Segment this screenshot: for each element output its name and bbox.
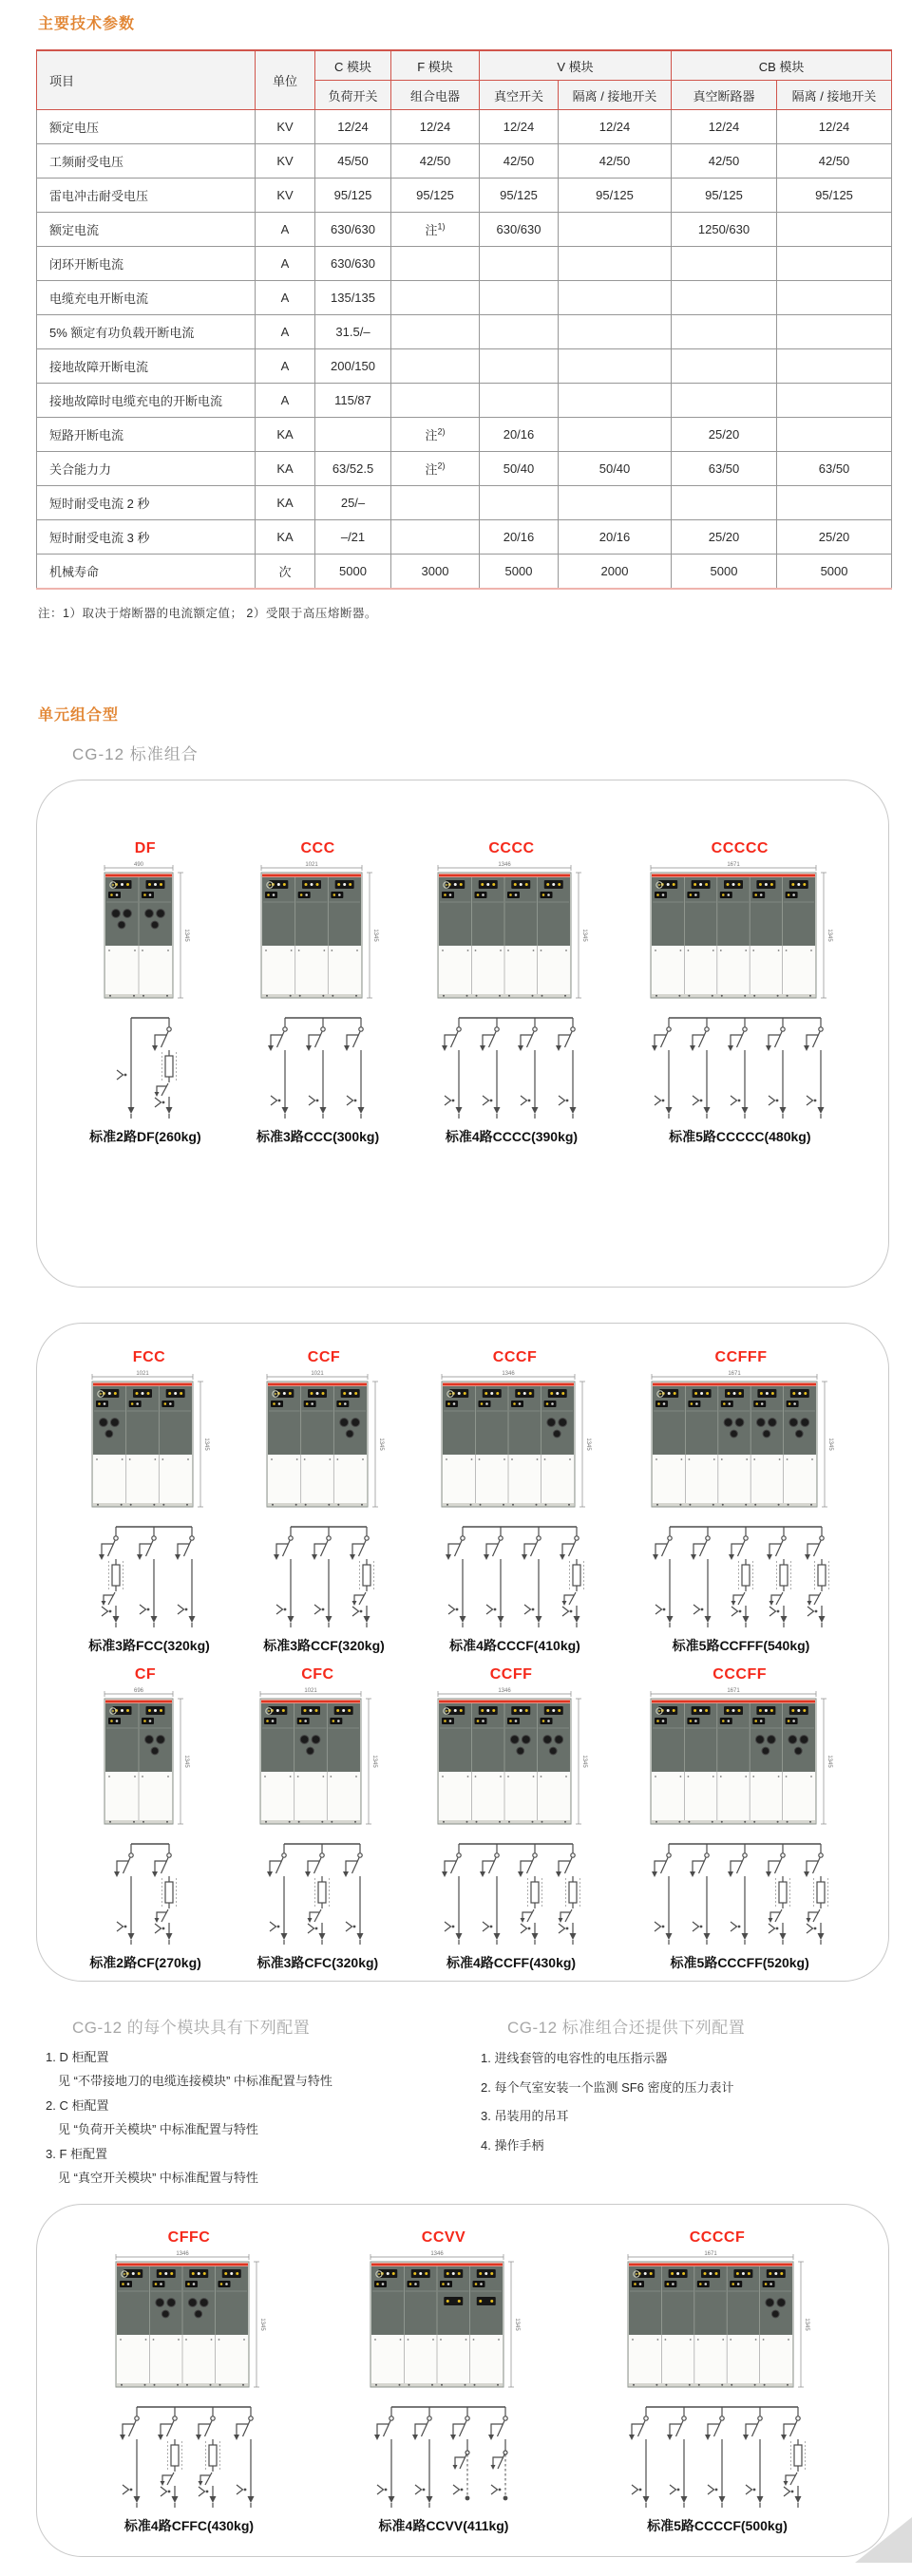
unit-code-label: CF (134, 1666, 157, 1683)
cell-item: 5% 额定有功负载开断电流 (37, 315, 256, 349)
svg-text:1345: 1345 (804, 2318, 809, 2331)
unit-card-CFFC (112, 2228, 266, 2534)
config-line: 见 “不带接地刀的电缆连接模块” 中标准配置与特性 (58, 2073, 332, 2088)
spec-table-head (37, 50, 892, 110)
unit-card-CCFF (434, 1665, 588, 1971)
cell-value (672, 281, 777, 315)
config-line: 见 “真空开关模块” 中标准配置与特性 (58, 2170, 258, 2185)
cabinet-image (647, 1686, 833, 1831)
cell-unit: KV (256, 144, 315, 179)
table-row (37, 384, 892, 418)
col-header-item: 项目 (37, 50, 256, 110)
cell-unit: A (256, 315, 315, 349)
cell-unit: KA (256, 418, 315, 452)
svg-text:1346: 1346 (502, 1371, 515, 1377)
cell-unit: A (256, 213, 315, 247)
cell-value (559, 213, 672, 247)
circuit-diagram (112, 2397, 266, 2513)
cell-value (559, 486, 672, 520)
unit-caption: 标准2路DF(260kg) (89, 1129, 201, 1144)
cell-value: 63/50 (777, 452, 892, 486)
table-row (37, 486, 892, 520)
spec-table-body (37, 110, 892, 590)
table-row (37, 247, 892, 281)
config-line: 2. C 柜配置 (46, 2098, 109, 2114)
svg-text:1671: 1671 (727, 862, 740, 868)
unit-caption: 标准5路CCCCC(480kg) (669, 1129, 811, 1144)
page-corner-decoration (855, 2517, 912, 2563)
config-col-left (46, 2014, 454, 2186)
unit-code-label: CCCFF (712, 1666, 768, 1683)
cell-value (391, 520, 480, 555)
table-row (37, 144, 892, 179)
combo-box-3 (36, 2204, 889, 2557)
cell-item: 短路开断电流 (37, 418, 256, 452)
unit-code-label: CFC (301, 1666, 334, 1683)
cell-value (315, 418, 391, 452)
cell-item: 工频耐受电压 (37, 144, 256, 179)
unit-row (37, 1348, 888, 1654)
unit-code-label: CCFF (489, 1666, 533, 1683)
config-line: 1. D 柜配置 (46, 2050, 109, 2064)
cell-value: 25/20 (672, 418, 777, 452)
unit-code-label: DF (134, 840, 157, 856)
col-sub-2-1: 隔离 / 接地开关 (559, 81, 672, 110)
unit-card-CCCC (434, 839, 588, 1145)
cabinet-image (434, 860, 588, 1005)
unit-code-label: CCCF (492, 1349, 538, 1365)
svg-text:490: 490 (133, 862, 143, 868)
cell-item: 电缆充电开断电流 (37, 281, 256, 315)
config-right-heading: CG-12 标准组合还提供下列配置 (507, 2019, 746, 2037)
cell-unit: KA (256, 486, 315, 520)
cabinet-image (647, 860, 833, 1005)
cell-item: 额定电流 (37, 213, 256, 247)
cabinet-image (101, 1686, 190, 1831)
cabinet-image (101, 860, 190, 1005)
svg-text:1671: 1671 (726, 1688, 740, 1694)
table-row (37, 520, 892, 555)
table-row (37, 315, 892, 349)
cell-value: 42/50 (391, 144, 480, 179)
cell-value: 63/52.5 (315, 452, 391, 486)
cell-value (391, 281, 480, 315)
cell-value (559, 349, 672, 384)
cell-value (559, 315, 672, 349)
unit-card-FCC (88, 1348, 210, 1654)
config-line: 3. F 柜配置 (46, 2147, 108, 2162)
config-right-lines (481, 2050, 842, 2153)
cell-value: 50/40 (480, 452, 559, 486)
config-col-right (481, 2014, 842, 2186)
circuit-diagram (438, 1517, 592, 1633)
cell-value (672, 486, 777, 520)
cell-value: 20/16 (480, 520, 559, 555)
unit-code-label: CCCCF (689, 2229, 746, 2247)
cell-unit: KV (256, 110, 315, 144)
unit-code-label: CCCC (488, 840, 535, 856)
svg-text:1345: 1345 (182, 929, 189, 942)
cell-value (777, 384, 892, 418)
cell-value: 12/24 (391, 110, 480, 144)
cell-value (559, 247, 672, 281)
circuit-diagram (621, 2397, 813, 2513)
cell-value: 95/125 (391, 179, 480, 213)
cell-unit: A (256, 349, 315, 384)
cell-value: 12/24 (672, 110, 777, 144)
svg-text:1345: 1345 (203, 1438, 209, 1451)
cell-value: 95/125 (315, 179, 391, 213)
cell-value: 42/50 (480, 144, 559, 179)
unit-caption: 标准3路CCC(300kg) (256, 1129, 380, 1144)
cell-value (777, 315, 892, 349)
unit-caption: 标准4路CCVV(411kg) (378, 2518, 509, 2534)
unit-card-CF (89, 1665, 200, 1971)
svg-text:1345: 1345 (826, 1755, 832, 1768)
cell-value: 5000 (672, 555, 777, 590)
col-sub-3-1: 隔离 / 接地开关 (777, 81, 892, 110)
cell-value (480, 349, 559, 384)
cell-item: 关合能力力 (37, 452, 256, 486)
circuit-diagram (644, 1008, 836, 1124)
cell-item: 闭环开断电流 (37, 247, 256, 281)
cell-value (672, 247, 777, 281)
config-line: 3. 吊装用的吊耳 (481, 2109, 569, 2124)
cell-value: 50/40 (559, 452, 672, 486)
cell-item: 短时耐受电流 3 秒 (37, 520, 256, 555)
section1-title: 主要技术参数 (38, 16, 136, 32)
cell-value (672, 384, 777, 418)
cell-value: 1250/630 (672, 213, 777, 247)
config-left-heading: CG-12 的每个模块具有下列配置 (72, 2019, 311, 2037)
table-row (37, 213, 892, 247)
unit-code-label: CCF (307, 1349, 341, 1365)
cell-value: 95/125 (672, 179, 777, 213)
unit-caption: 标准5路CCCFF(520kg) (670, 1955, 809, 1970)
circuit-diagram (91, 1517, 207, 1633)
table-row (37, 110, 892, 144)
svg-text:1345: 1345 (514, 2318, 520, 2331)
cabinet-image (434, 1686, 588, 1831)
unit-card-CCCCF (621, 2228, 813, 2534)
cell-unit: KA (256, 452, 315, 486)
svg-text:1345: 1345 (378, 1438, 384, 1451)
col-header-unit: 单位 (256, 50, 315, 110)
table-row (37, 452, 892, 486)
svg-text:1345: 1345 (371, 1755, 378, 1768)
cell-value: 63/50 (672, 452, 777, 486)
cell-value (391, 384, 480, 418)
svg-text:1346: 1346 (498, 862, 512, 868)
table-row (37, 418, 892, 452)
cell-value: 注$^{2)}$ (391, 418, 480, 452)
cell-value: 95/125 (559, 179, 672, 213)
cell-unit: 次 (256, 555, 315, 590)
cabinet-image (112, 2249, 266, 2394)
section2-title: 单元组合型 (38, 707, 120, 724)
table-note: 注：1）取决于熔断器的电流额定值； 2）受限于高压熔断器。 (38, 607, 377, 620)
unit-card-CCC (256, 839, 379, 1145)
cell-value: 31.5/– (315, 315, 391, 349)
svg-text:1671: 1671 (728, 1371, 741, 1377)
cell-value: 5000 (480, 555, 559, 590)
cell-value: 3000 (391, 555, 480, 590)
table-row (37, 179, 892, 213)
cell-value: 5000 (315, 555, 391, 590)
circuit-diagram (644, 1834, 836, 1950)
cell-unit: KV (256, 179, 315, 213)
unit-card-CFC (256, 1665, 378, 1971)
cell-value (391, 486, 480, 520)
table-row (37, 281, 892, 315)
unit-caption: 标准3路CFC(320kg) (256, 1955, 379, 1970)
unit-caption: 标准4路CCFF(430kg) (446, 1955, 577, 1970)
col-group-2: V 模块 (480, 50, 672, 81)
cell-value (777, 213, 892, 247)
unit-code-label: CCC (300, 840, 335, 856)
cell-value (480, 486, 559, 520)
unit-card-CCCCC (644, 839, 836, 1145)
table-row (37, 349, 892, 384)
unit-code-label: CCVV (421, 2229, 466, 2247)
col-sub-2-0: 真空开关 (480, 81, 559, 110)
section2-subtitle: CG-12 标准组合 (72, 745, 199, 763)
cell-value: 115/87 (315, 384, 391, 418)
svg-text:696: 696 (134, 1688, 144, 1694)
unit-caption: 标准3路FCC(320kg) (88, 1638, 210, 1653)
circuit-diagram (434, 1834, 588, 1950)
unit-code-label: FCC (132, 1349, 166, 1365)
unit-card-CCF (263, 1348, 385, 1654)
cell-value (777, 486, 892, 520)
cabinet-image (648, 1369, 834, 1514)
svg-text:1345: 1345 (826, 929, 832, 942)
cabinet-image (256, 1686, 378, 1831)
cell-value: 630/630 (315, 247, 391, 281)
circuit-diagram (645, 1517, 837, 1633)
circuit-diagram (266, 1517, 382, 1633)
cell-value: 12/24 (559, 110, 672, 144)
config-line: 见 “负荷开关模块” 中标准配置与特性 (58, 2121, 258, 2136)
svg-text:1345: 1345 (585, 1438, 591, 1451)
cell-value: 5000 (777, 555, 892, 590)
config-line: 2. 每个气室安装一个监测 SF6 密度的压力表计 (481, 2079, 734, 2095)
cell-value (391, 349, 480, 384)
circuit-diagram (367, 2397, 521, 2513)
circuit-diagram (106, 1008, 184, 1124)
cell-value: 135/135 (315, 281, 391, 315)
cabinet-image (367, 2249, 521, 2394)
cell-value: 25/20 (777, 520, 892, 555)
cell-value: 42/50 (777, 144, 892, 179)
cell-value (391, 315, 480, 349)
svg-text:1345: 1345 (581, 929, 588, 942)
svg-text:1345: 1345 (827, 1438, 833, 1451)
cell-value: 630/630 (480, 213, 559, 247)
col-group-3: CB 模块 (672, 50, 892, 81)
cell-value (480, 281, 559, 315)
cabinet-image (257, 860, 379, 1005)
cell-value: 42/50 (559, 144, 672, 179)
unit-code-label: CCCCC (711, 840, 769, 856)
circuit-diagram (260, 1008, 376, 1124)
cell-value (559, 281, 672, 315)
unit-row (37, 1665, 888, 1971)
cell-value (777, 247, 892, 281)
cell-unit: A (256, 247, 315, 281)
cell-item: 接地故障时电缆充电的开断电流 (37, 384, 256, 418)
unit-card-CCCFF (644, 1665, 836, 1971)
unit-card-CCCF (438, 1348, 592, 1654)
config-left-lines (46, 2049, 454, 2186)
cell-value: 42/50 (672, 144, 777, 179)
cell-value (480, 315, 559, 349)
unit-caption: 标准4路CFFC(430kg) (124, 2518, 255, 2534)
cell-value (559, 418, 672, 452)
unit-row (37, 2228, 888, 2534)
unit-card-CCFFF (645, 1348, 837, 1654)
cell-value: 95/125 (480, 179, 559, 213)
cell-item: 接地故障开断电流 (37, 349, 256, 384)
cell-item: 短时耐受电流 2 秒 (37, 486, 256, 520)
config-line: 4. 操作手柄 (481, 2137, 544, 2153)
spec-table (36, 49, 892, 590)
col-sub-3-0: 真空断路器 (672, 81, 777, 110)
cell-value: 45/50 (315, 144, 391, 179)
cell-value: 20/16 (559, 520, 672, 555)
combo-box-1 (36, 780, 889, 1288)
cell-value (480, 247, 559, 281)
unit-caption: 标准2路CF(270kg) (89, 1955, 201, 1970)
svg-text:1671: 1671 (704, 2251, 717, 2258)
cell-unit: KA (256, 520, 315, 555)
col-sub-1-0: 组合电器 (391, 81, 480, 110)
config-section (46, 2014, 912, 2186)
cell-value: 12/24 (480, 110, 559, 144)
cell-value (480, 384, 559, 418)
unit-caption: 标准5路CCCCF(500kg) (647, 2518, 788, 2534)
config-line: 1. 进线套管的电容性的电压指示器 (481, 2051, 668, 2065)
unit-caption: 标准4路CCCC(390kg) (445, 1129, 579, 1144)
col-group-1: F 模块 (391, 50, 480, 81)
cell-item: 机械寿命 (37, 555, 256, 590)
cell-value: 95/125 (777, 179, 892, 213)
cell-item: 额定电压 (37, 110, 256, 144)
unit-caption: 标准4路CCCF(410kg) (449, 1638, 580, 1653)
svg-text:1346: 1346 (498, 1688, 511, 1694)
cell-value: 注$^{2)}$ (391, 452, 480, 486)
cell-value (672, 315, 777, 349)
unit-code-label: CCFFF (714, 1349, 768, 1365)
unit-code-label: CFFC (167, 2229, 211, 2247)
cell-unit: A (256, 281, 315, 315)
table-row (37, 555, 892, 590)
cabinet-image (263, 1369, 385, 1514)
cell-value (777, 418, 892, 452)
col-sub-0-0: 负荷开关 (315, 81, 391, 110)
unit-card-CCVV (367, 2228, 521, 2534)
cell-value: 2000 (559, 555, 672, 590)
circuit-diagram (434, 1008, 588, 1124)
cell-value (391, 247, 480, 281)
circuit-diagram (259, 1834, 375, 1950)
unit-card-DF (89, 839, 200, 1145)
catalog-page (0, 11, 912, 2576)
cell-value: 20/16 (480, 418, 559, 452)
svg-text:1346: 1346 (176, 2251, 189, 2258)
cell-value: 25/– (315, 486, 391, 520)
cell-value: –/21 (315, 520, 391, 555)
cabinet-image (88, 1369, 210, 1514)
svg-text:1346: 1346 (430, 2251, 444, 2258)
svg-text:1345: 1345 (183, 1755, 190, 1768)
cell-value: 25/20 (672, 520, 777, 555)
svg-text:1021: 1021 (136, 1371, 149, 1377)
unit-row (37, 839, 888, 1145)
cell-value (777, 349, 892, 384)
cell-value (559, 384, 672, 418)
unit-caption: 标准3路CCF(320kg) (263, 1638, 385, 1653)
svg-text:1345: 1345 (259, 2318, 265, 2331)
cell-item: 雷电冲击耐受电压 (37, 179, 256, 213)
unit-caption: 标准5路CCFFF(540kg) (672, 1638, 810, 1653)
svg-text:1345: 1345 (581, 1755, 588, 1768)
cabinet-image (438, 1369, 592, 1514)
cell-value: 12/24 (315, 110, 391, 144)
combo-box-2 (36, 1323, 889, 1982)
svg-text:1345: 1345 (371, 929, 378, 942)
cabinet-image (624, 2249, 810, 2394)
svg-text:1021: 1021 (311, 1371, 324, 1377)
svg-text:1021: 1021 (304, 1688, 318, 1694)
col-group-0: C 模块 (315, 50, 391, 81)
cell-value: 200/150 (315, 349, 391, 384)
cell-value: 12/24 (777, 110, 892, 144)
cell-value (777, 281, 892, 315)
cell-value: 注$^{1)}$ (391, 213, 480, 247)
svg-text:1021: 1021 (304, 862, 318, 868)
circuit-diagram (106, 1834, 184, 1950)
cell-unit: A (256, 384, 315, 418)
cell-value: 630/630 (315, 213, 391, 247)
cell-value (672, 349, 777, 384)
